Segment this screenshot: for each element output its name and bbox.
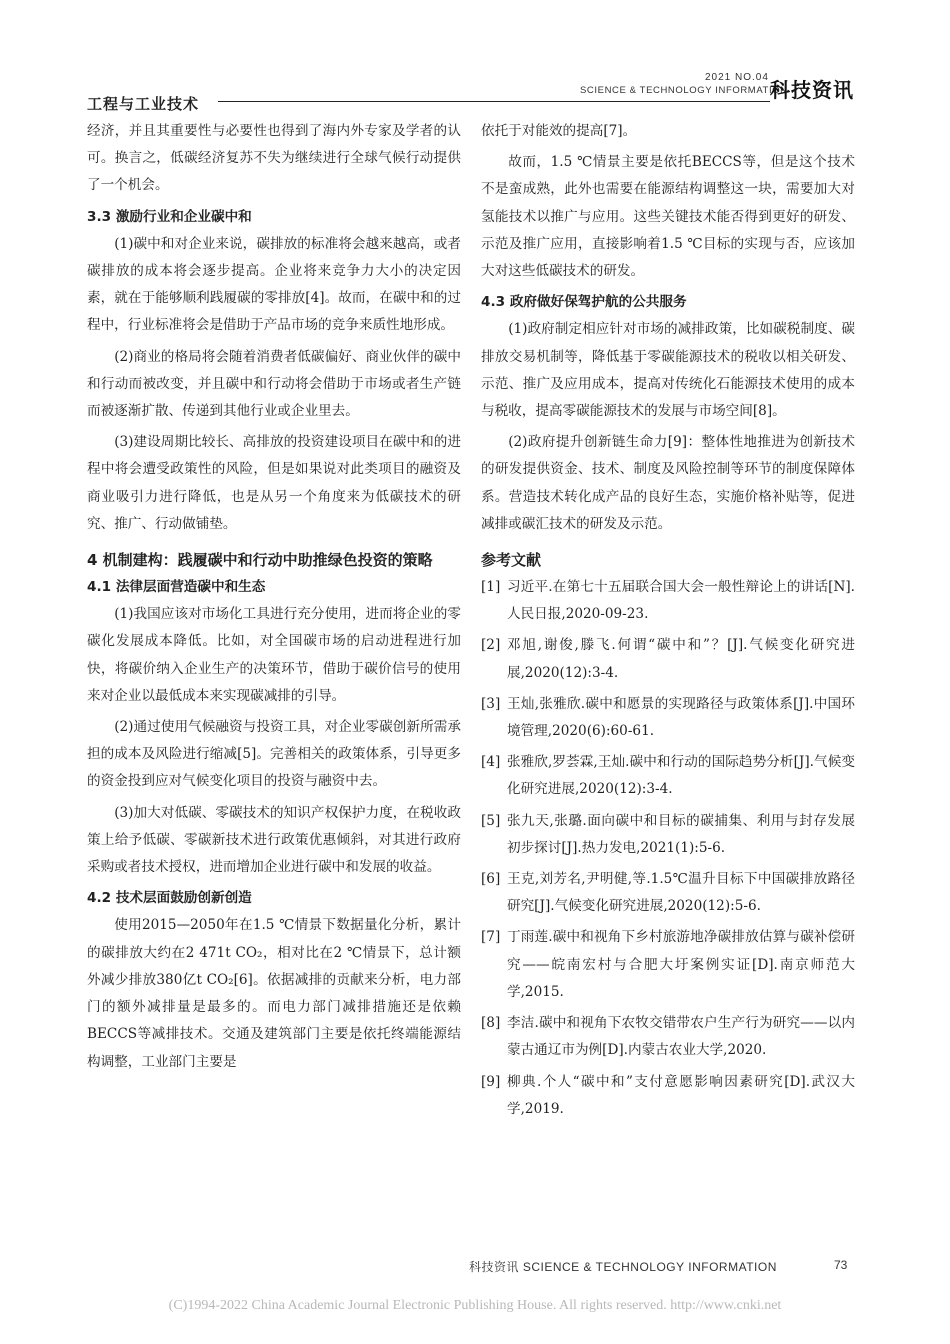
reference-number: [4] [481,754,501,771]
header-rule [218,101,770,102]
paragraph: (1)政府制定相应针对市场的减排政策，比如碳税制度、碳排放交易机制等，降低基于零碳能源技术的税收以相关研发、示范、推广及应用成本，提高对传统化石能源技术使用的成本与税收，提高零碳能源技术的发展与市场空间[8]。 [481,321,855,420]
reference-text: 邓旭,谢俊,滕飞.何谓“碳中和”？[J].气候变化研究进展,2020(12):3-4. [507,637,855,681]
copyright-notice: (C)1994-2022 China Academic Journal Electronic Publishing House. All rights reserved. http://www.cnki.net [168,1298,782,1313]
reference-item [481,632,855,686]
reference-list [481,574,855,1123]
reference-item [481,1010,855,1064]
section-heading-4-2: 4.2 技术层面鼓励创新创造 [87,890,252,907]
reference-item [481,574,855,628]
right-column [481,118,855,1127]
reference-item [481,691,855,745]
paragraph: (2)商业的格局将会随着消费者低碳偏好、商业伙伴的碳中和行动而被改变，并且碳中和行动将会借助于市场或者生产链而被逐渐扩散、传递到其他行业或企业里去。 [87,348,461,420]
page-number: 73 [834,1258,848,1272]
paragraph: (3)加大对低碳、零碳技术的知识产权保护力度，在税收政策上给予低碳、零碳新技术进行政策优惠倾斜，对其进行政府采购或者技术授权，进而增加企业进行碳中和发展的收益。 [87,804,461,876]
reference-text: 张九天,张璐.面向碳中和目标的碳捕集、利用与封存发展初步探讨[J].热力发电,2021(1):5-6. [507,812,855,856]
reference-item [481,808,855,862]
reference-number: [7] [481,929,501,946]
reference-number: [2] [481,637,501,654]
reference-number: [9] [481,1073,501,1090]
reference-text: 张雅欣,罗荟霖,王灿.碳中和行动的国际趋势分析[J].气候变化研究进展,2020(12):3-4. [507,754,855,798]
reference-item [481,1069,855,1123]
issue-number: 2021 NO.04 [705,72,769,83]
section-heading-4-3: 4.3 政府做好保驾护航的公共服务 [481,294,687,311]
paragraph: 使用2015—2050年在1.5 ℃情景下数据量化分析，累计的碳排放大约在2 471t CO₂，相对比在2 ℃情景下，总计额外减少排放380亿t CO₂[6]。依据减排的贡献来分析，电力部门的额外减排量是最多的。而电力部门减排措施还是依赖BECCS等减排技术。交通及建筑部门主要是依托终端能源结构调整，工业部门主要是 [87,917,461,1070]
paragraph: (2)政府提升创新链生命力[9]：整体性地推进为创新技术的研发提供资金、技术、制度及风险控制等环节的制度保障体系。营造技术转化成产品的良好生态，实施价格补贴等，促进减排或碳汇技术的研发及示范。 [481,434,855,532]
journal-name-en: SCIENCE & TECHNOLOGY INFORMATION [580,85,788,96]
reference-item [481,924,855,1006]
reference-number: [8] [481,1015,501,1032]
left-column [87,118,461,1080]
reference-text: 习近平.在第七十五届联合国大会一般性辩论上的讲话[N].人民日报,2020-09-23. [507,579,855,623]
section-heading-4: 4 机制建构：践履碳中和行动中助推绿色投资的策略 [87,551,433,570]
footer-journal-name: 科技资讯 SCIENCE & TECHNOLOGY INFORMATION [469,1260,777,1274]
paragraph: 经济，并且其重要性与必要性也得到了海内外专家及学者的认可。换言之，低碳经济复苏不失为继续进行全球气候行动提供了一个机会。 [87,123,461,194]
paragraph: 故而，1.5 ℃情景主要是依托BECCS等，但是这个技术不是蛮成熟，此外也需要在能源结构调整这一块，需要加大对氢能技术以推广与应用。这些关键技术能否得到更好的研发、示范及推广应用，直接影响着1.5 ℃目标的实现与否，应该加大对这些低碳技术的研发。 [481,154,855,280]
paragraph: (1)碳中和对企业来说，碳排放的标准将会越来越高，或者碳排放的成本将会逐步提高。企业将来竞争力大小的决定因素，就在于能够顺利践履碳的零排放[4]。故而，在碳中和的过程中，行业标准将会是借助于产品市场的竞争来质性地形成。 [87,235,461,334]
reference-number: [6] [481,871,501,888]
paragraph: (1)我国应该对市场化工具进行充分使用，进而将企业的零碳化发展成本降低。比如，对全国碳市场的启动进程进行加快，将碳价纳入企业生产的决策环节，借助于碳价信号的使用来对企业以最低成本来实现碳减排的引导。 [87,606,461,704]
paragraph: (3)建设周期比较长、高排放的投资建设项目在碳中和的进程中将会遭受政策性的风险，但是如果说对此类项目的融资及商业吸引力进行降低，也是从另一个角度来为低碳技术的研究、推广、行动做铺垫。 [87,434,461,532]
reference-number: [1] [481,579,501,596]
journal-logo: 科技资讯 [770,78,854,102]
reference-text: 丁雨莲.碳中和视角下乡村旅游地净碳排放估算与碳补偿研究——皖南宏村与合肥大圩案例实证[D].南京师范大学,2015. [507,929,855,1000]
reference-text: 王灿,张雅欣.碳中和愿景的实现路径与政策体系[J].中国环境管理,2020(6):60-61. [507,695,855,740]
references-heading: 参考文献 [481,551,542,570]
reference-item [481,749,855,803]
section-heading-3-3: 3.3 激励行业和企业碳中和 [87,208,252,225]
section-heading-4-1: 4.1 法律层面营造碳中和生态 [87,579,266,596]
reference-text: 王克,刘芳名,尹明健,等.1.5℃温升目标下中国碳排放路径研究[J].气候变化研究进展,2020(12):5-6. [507,871,855,915]
paragraph: 依托于对能效的提高[7]。 [481,123,637,139]
reference-text: 柳典.个人“碳中和”支付意愿影响因素研究[D].武汉大学,2019. [507,1073,855,1117]
running-header-title: 工程与工业技术 [87,95,200,113]
reference-number: [3] [481,695,501,712]
reference-number: [5] [481,812,501,829]
reference-text: 李洁.碳中和视角下农牧交错带农户生产行为研究——以内蒙古通辽市为例[D].内蒙古农业大学,2020. [507,1015,855,1059]
paragraph: (2)通过使用气候融资与投资工具，对企业零碳创新所需承担的成本及风险进行缩减[5]。完善相关的政策体系，引导更多的资金投到应对气候变化项目的投资与融资中去。 [87,719,461,790]
reference-item [481,866,855,920]
